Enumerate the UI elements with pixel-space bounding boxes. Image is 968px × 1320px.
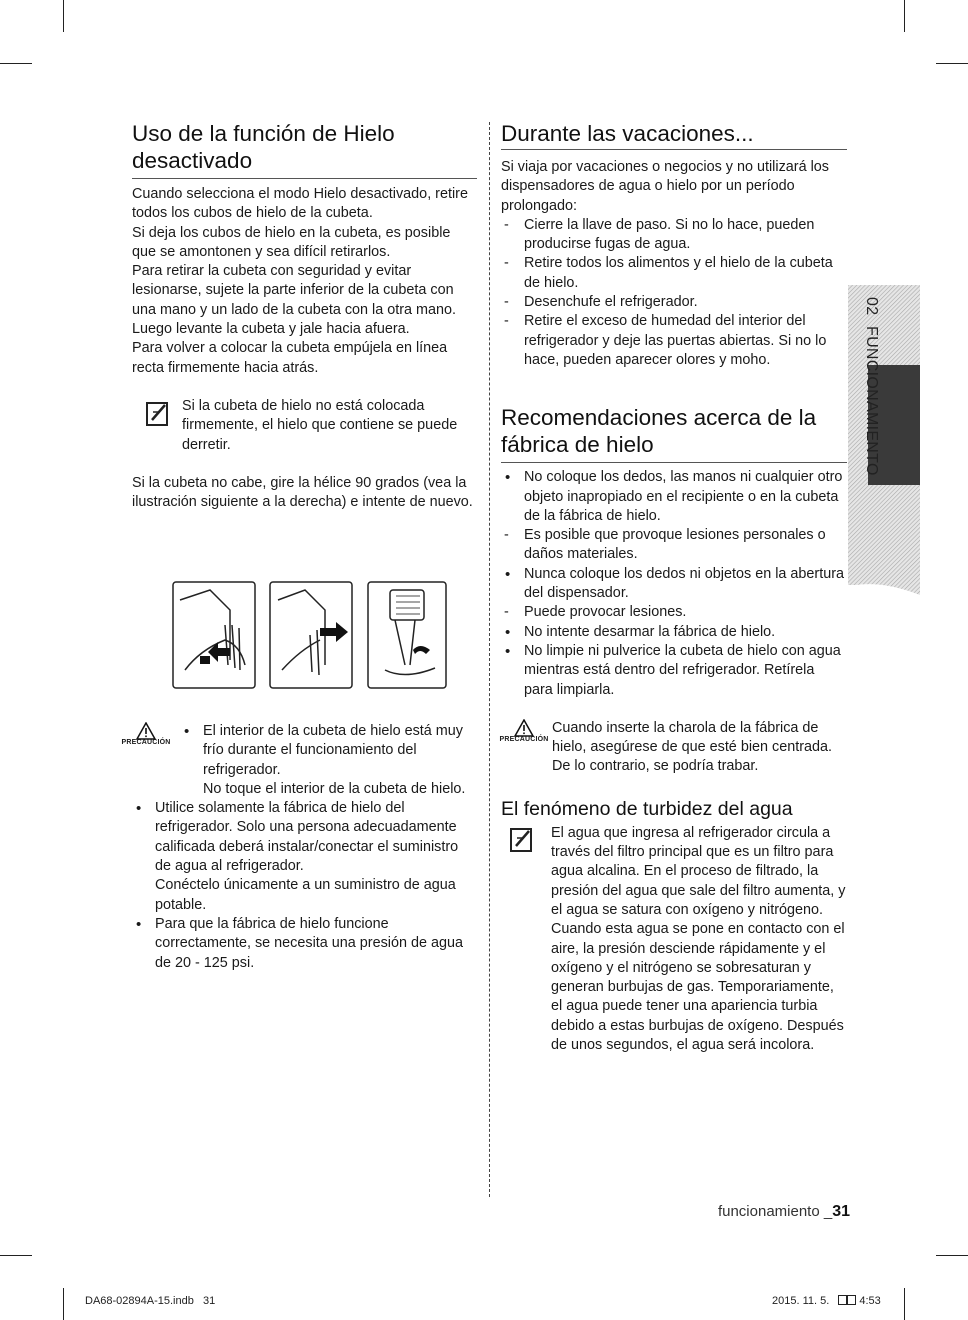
chapter-number: 02: [863, 297, 880, 316]
left-column: [132, 120, 477, 512]
side-tab-label: [849, 297, 893, 492]
crop-mark: [63, 1288, 64, 1320]
crop-mark: [936, 63, 968, 64]
right-column: [501, 120, 847, 1055]
chapter-label: FUNCIONAMIENTO: [863, 326, 880, 476]
crop-mark: [936, 1255, 968, 1256]
page-number: 31: [832, 1203, 850, 1220]
list-item-text: - Retire todos los alimentos y el hielo de la cubeta de hielo.: [524, 255, 833, 291]
vacation-intro: Si viaja por vacaciones o negocios y no utilizará los dispensadores de agua o hielo por un período prolongado:: [501, 159, 829, 214]
list-item: [501, 603, 847, 622]
note-block: [132, 397, 477, 455]
bullet-text: • Para que la fábrica de hielo funcione correctamente, se necesita una presión de agua de 20 - 125 psi.: [155, 915, 463, 971]
print-date-info: [772, 1295, 881, 1307]
print-file-info: [85, 1295, 215, 1307]
crop-mark: [0, 1255, 32, 1256]
note-text: El agua que ingresa al refrigerador circula a través del filtro principal que es un filtro para agua alcalina. En el proceso de filtrado, la presión del agua que sale del filtro aumenta, y el agua se satura con oxígeno y nitrógeno. Cuando esta agua se pone en contacto con el aire, la presión desciende rápidamente y el oxígeno y el nitrógeno se sobresaturan y generan burbujas de gas. Temporariamente, el agua puede tener una apariencia turbia debido a estas burbujas de oxígeno. Después de unos segundos, el agua será incolora.: [551, 824, 846, 1053]
paragraph: Para retirar la cubeta con seguridad y evitar lesionarse, sujete la parte inferior de la cubeta con una mano y un lado de la cubeta con la otra mano.: [132, 263, 457, 318]
list-item: [501, 642, 847, 700]
section-title-vacaciones: Durante las vacaciones...: [501, 120, 847, 150]
caution-label: PRECAUCIÓN: [121, 739, 171, 746]
paragraph: Para volver a colocar la cubeta empújela en línea recta firmemente hacia atrás.: [132, 340, 448, 376]
crop-mark: [904, 0, 905, 32]
column-divider: [489, 122, 490, 1197]
caution-icon: [514, 719, 534, 737]
list-item-text: • No coloque los dedos, las manos ni cualquier otro objeto inapropiado en el recipiente o en la cubeta de la fábrica de hielo.: [524, 469, 843, 524]
paragraph: Si deja los cubos de hielo en la cubeta, es posible que se amontonen y sea difícil retirarlos.: [132, 224, 451, 260]
list-item: [501, 565, 847, 604]
list-item-text: • No intente desarmar la fábrica de hielo.: [524, 623, 776, 640]
page-footer: [690, 1203, 850, 1221]
list-item-text: - Puede provocar lesiones.: [524, 604, 687, 621]
section-title-hielo-desactivado: Uso de la función de Hielo desactivado: [132, 120, 477, 179]
bullet-text: • Utilice solamente la fábrica de hielo del refrigerador. Solo una persona adecuadamente calificada deberá instalar/conectar el suministro de agua al refrigerador.: [155, 800, 459, 875]
list-item: [501, 293, 847, 312]
print-box-icon: [847, 1295, 856, 1305]
print-time: 4:53: [859, 1295, 881, 1307]
note-icon: [509, 826, 537, 854]
list-item-text: • Nunca coloque los dedos ni objetos en la abertura del dispensador.: [524, 565, 845, 602]
caution-text: De lo contrario, se podría trabar.: [552, 758, 759, 775]
list-item: [501, 468, 847, 526]
caution-bullet: [132, 915, 477, 973]
caution-first: [121, 722, 477, 799]
section-title-turbidez: El fenómeno de turbidez del agua: [501, 797, 793, 820]
caution-icon: [136, 722, 156, 740]
bullet-extra: No toque el interior de la cubeta de hielo.: [203, 780, 466, 797]
print-box-icon: [838, 1295, 847, 1305]
ice-bucket-figure: [170, 580, 450, 690]
caution-bullet: [180, 722, 477, 799]
caution-bullet: [132, 799, 477, 915]
bullet-extra: Conéctelo únicamente a un suministro de agua potable.: [155, 877, 456, 913]
intro-text: [132, 185, 477, 378]
crop-mark: [904, 1288, 905, 1320]
crop-mark: [0, 63, 32, 64]
caution-mark: [116, 722, 176, 747]
list-item-text: • No limpie ni pulverice la cubeta de hielo con agua mientras está dentro del refrigerador. Retírela para limpiarla.: [524, 642, 841, 698]
print-date: 2015. 11. 5.: [772, 1295, 830, 1307]
paragraph: Cuando selecciona el modo Hielo desactivado, retire todos los cubos de hielo de la cubeta.: [132, 186, 468, 222]
left-caution-block: [121, 722, 477, 973]
crop-mark: [63, 0, 64, 32]
list-item-text: - Desenchufe el refrigerador.: [524, 294, 698, 311]
list-item-text: - Cierre la llave de paso. Si no lo hace, pueden producirse fugas de agua.: [524, 216, 815, 253]
footer-section: funcionamiento _: [717, 1203, 833, 1220]
note-block: [501, 824, 847, 1056]
list-item-text: - Retire el exceso de humedad del interior del refrigerador y deje las puertas abiertas. Si no lo hace, pueden aparecer olores y moho.: [524, 313, 827, 368]
right-caution-block: [501, 719, 847, 777]
list-item-text: - Es posible que provoque lesiones personales o daños materiales.: [524, 527, 826, 563]
list-item: [501, 623, 847, 642]
paragraph: Luego levante la cubeta y jale hacia afuera.: [132, 321, 410, 338]
list-item: [501, 312, 847, 370]
note-text: Si la cubeta de hielo no está colocada firmemente, el hielo que contiene se puede derretir.: [182, 397, 458, 453]
list-item: [501, 216, 847, 255]
paragraph: Si la cubeta no cabe, gire la hélice 90 grados (vea la ilustración siguiente a la derecha) e intente de nuevo.: [132, 474, 473, 511]
caution-mark: [497, 719, 551, 744]
reco-list: [501, 468, 847, 700]
note-icon: [145, 400, 173, 428]
list-item: [501, 526, 847, 565]
file-name: DA68-02894A-15.indb 31: [85, 1295, 216, 1307]
bullet-text: • El interior de la cubeta de hielo está muy frío durante el funcionamiento del refrigerador.: [203, 723, 463, 778]
list-item: [501, 254, 847, 293]
section-title-recomendaciones: Recomendaciones acerca de la fábrica de hielo: [501, 404, 847, 463]
caution-text: Cuando inserte la charola de la fábrica de hielo, asegúrese de que esté bien centrada.: [552, 719, 833, 756]
caution-label: PRECAUCIÓN: [499, 735, 549, 743]
